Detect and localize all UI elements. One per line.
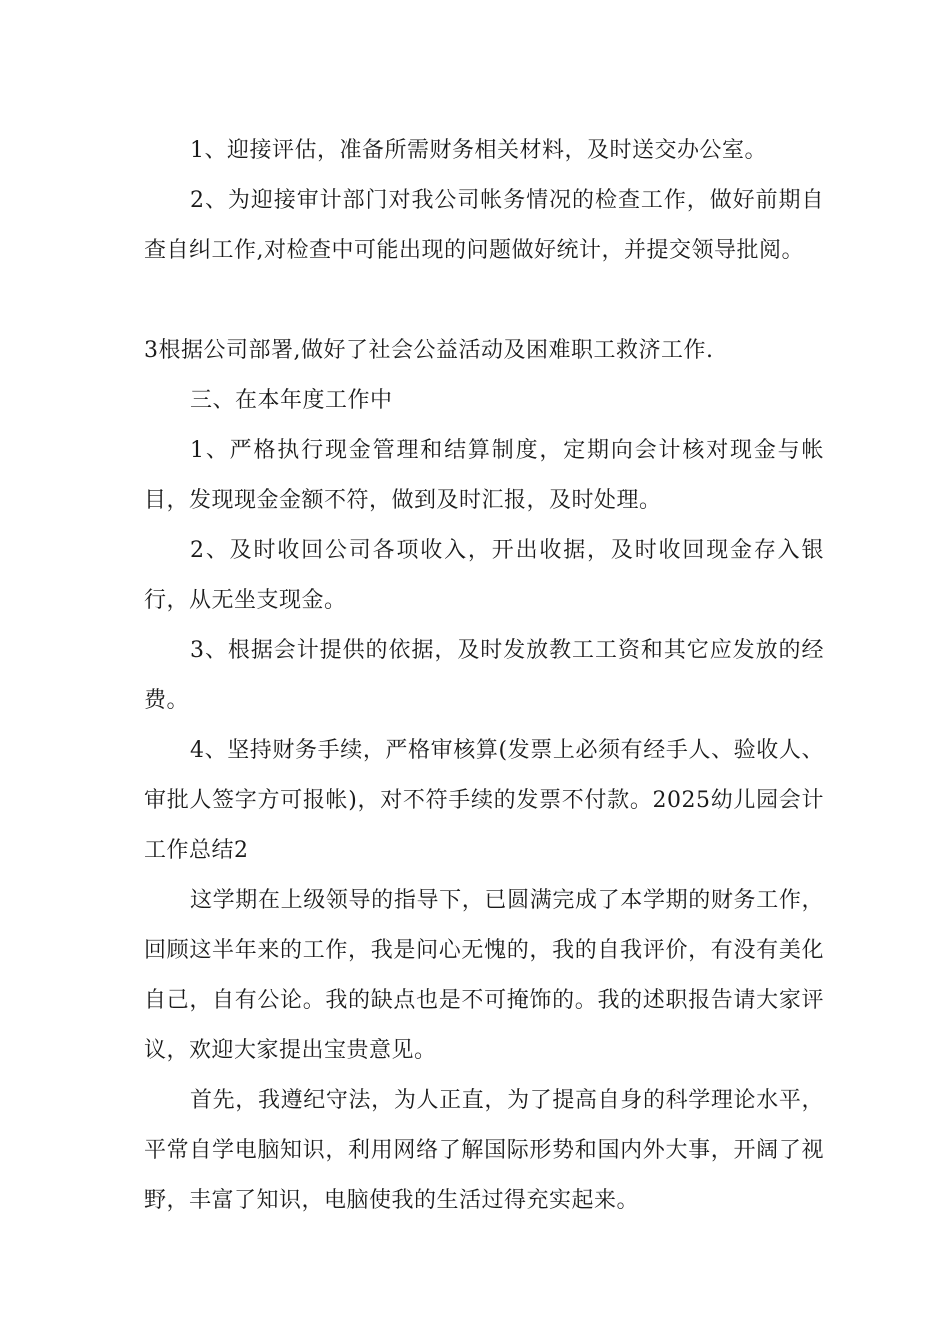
paragraph-cash-management: 1、严格执行现金管理和结算制度，定期向会计核对现金与帐目，发现现金金额不符，做到及时汇报，及时处理。 bbox=[144, 438, 824, 513]
paragraph-1-prepare-materials: 1、迎接评估，准备所需财务相关材料，及时送交办公室。 bbox=[190, 138, 767, 163]
paragraph-semester-review: 这学期在上级领导的指导下，已圆满完成了本学期的财务工作，回顾这半年来的工作，我是问心无愧的，我的自我评价，有没有美化自己，自有公论。我的缺点也是不可掩饰的。我的述职报告请大家评议，欢迎大家提出宝贵意见。 bbox=[144, 888, 824, 1063]
section-heading-annual-work: 三、在本年度工作中 bbox=[190, 388, 393, 413]
paragraph-salary-payment: 3、根据会计提供的依据，及时发放教工工资和其它应发放的经费。 bbox=[144, 638, 824, 713]
paragraph-self-study: 首先，我遵纪守法，为人正直，为了提高自身的科学理论水平，平常自学电脑知识，利用网络了解国际形势和国内外大事，开阔了视野，丰富了知识，电脑使我的生活过得充实起来。 bbox=[144, 1088, 824, 1213]
paragraph-2-audit-check: 2、为迎接审计部门对我公司帐务情况的检查工作，做好前期自查自纠工作,对检查中可能出现的问题做好统计，并提交领导批阅。 bbox=[144, 188, 824, 263]
paragraph-income-collection: 2、及时收回公司各项收入，开出收据，及时收回现金存入银行，从无坐支现金。 bbox=[144, 538, 824, 613]
paragraph-financial-procedures: 4、坚持财务手续，严格审核算(发票上必须有经手人、验收人、审批人签字方可报帐)，对不符手续的发票不付款。2025幼儿园会计工作总结2 bbox=[144, 738, 824, 863]
paragraph-3-public-welfare: 3根据公司部署,做好了社会公益活动及困难职工救济工作. bbox=[144, 338, 714, 363]
